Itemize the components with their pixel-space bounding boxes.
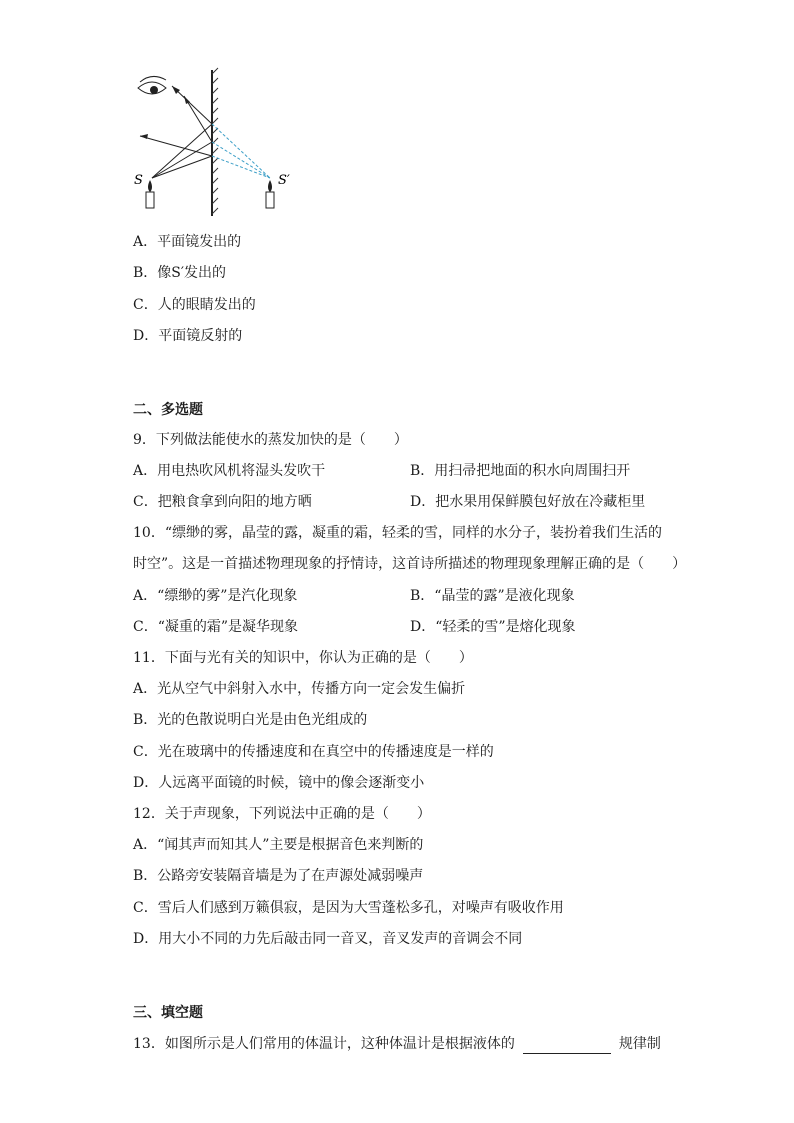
q9-option-b: B．用扫帚把地面的积水向周围扫开: [410, 463, 631, 479]
q10-option-a: A．“缥缈的雾”是汽化现象: [133, 588, 298, 604]
q8-option-b: B．像S′发出的: [133, 265, 227, 281]
section-title-multiple-choice: 二、多选题: [133, 402, 203, 418]
q8-option-a: A．平面镜发出的: [133, 234, 242, 250]
q11-option-a: A．光从空气中斜射入水中，传播方向一定会发生偏折: [133, 681, 466, 697]
q13-answer-blank[interactable]: [523, 1039, 611, 1054]
q12-option-d: D．用大小不同的力先后敲击同一音叉，音叉发声的音调会不同: [133, 931, 523, 947]
q8-option-c: C．人的眼睛发出的: [133, 297, 256, 313]
label-s: S: [134, 173, 143, 188]
candle-s: [146, 180, 154, 208]
incident-rays: [152, 124, 212, 178]
q12-option-b: B．公路旁安装隔音墙是为了在声源处减弱噪声: [133, 868, 424, 884]
q11-stem: 11．下面与光有关的知识中，你认为正确的是（ ）: [133, 650, 473, 666]
q13-stem: [133, 1034, 661, 1054]
q11-option-b: B．光的色散说明白光是由色光组成的: [133, 712, 368, 728]
q10-option-b: B．“晶莹的露”是液化现象: [410, 588, 575, 604]
q8-option-d: D．平面镜反射的: [133, 328, 243, 344]
q10-stem-line1: 10．“缥缈的雾，晶莹的露，凝重的霜，轻柔的雪，同样的水分子，装扮着我们生活的: [133, 525, 662, 541]
virtual-rays: [212, 124, 270, 178]
q9-option-d: D．把水果用保鲜膜包好放在冷藏柜里: [410, 494, 646, 510]
label-s-prime: S′: [278, 173, 290, 188]
q13-stem-after: 规律制: [618, 1036, 661, 1052]
q10-option-c: C．“凝重的霜”是凝华现象: [133, 619, 299, 635]
q12-option-c: C．雪后人们感到万籁俱寂，是因为大雪蓬松多孔，对噪声有吸收作用: [133, 900, 564, 916]
section-title-fill-in: 三、填空题: [133, 1005, 203, 1021]
q11-option-d: D．人远离平面镜的时候，镜中的像会逐渐变小: [133, 775, 425, 791]
q9-option-c: C．把粮食拿到向阳的地方晒: [133, 494, 312, 510]
candle-s-prime: [266, 180, 274, 208]
q10-option-d: D．“轻柔的雪”是熔化现象: [410, 619, 576, 635]
q11-option-c: C．光在玻璃中的传播速度和在真空中的传播速度是一样的: [133, 744, 494, 760]
reflected-rays: [140, 86, 212, 156]
q10-stem-line2: 时空”。这是一首描述物理现象的抒情诗，这首诗所描述的物理现象理解正确的是（ ）: [133, 556, 687, 572]
mirror-reflection-figure: [130, 66, 300, 218]
ray-arrowheads: [140, 86, 190, 139]
q13-stem-before: 13．如图所示是人们常用的体温计，这种体温计是根据液体的: [133, 1036, 515, 1052]
q9-option-a: A．用电热吹风机将湿头发吹干: [133, 463, 326, 479]
q12-option-a: A．“闻其声而知其人”主要是根据音色来判断的: [133, 837, 424, 853]
q9-stem: 9．下列做法能使水的蒸发加快的是（ ）: [133, 432, 408, 448]
eye-icon: [138, 76, 166, 94]
q12-stem: 12．关于声现象，下列说法中正确的是（ ）: [133, 806, 431, 822]
